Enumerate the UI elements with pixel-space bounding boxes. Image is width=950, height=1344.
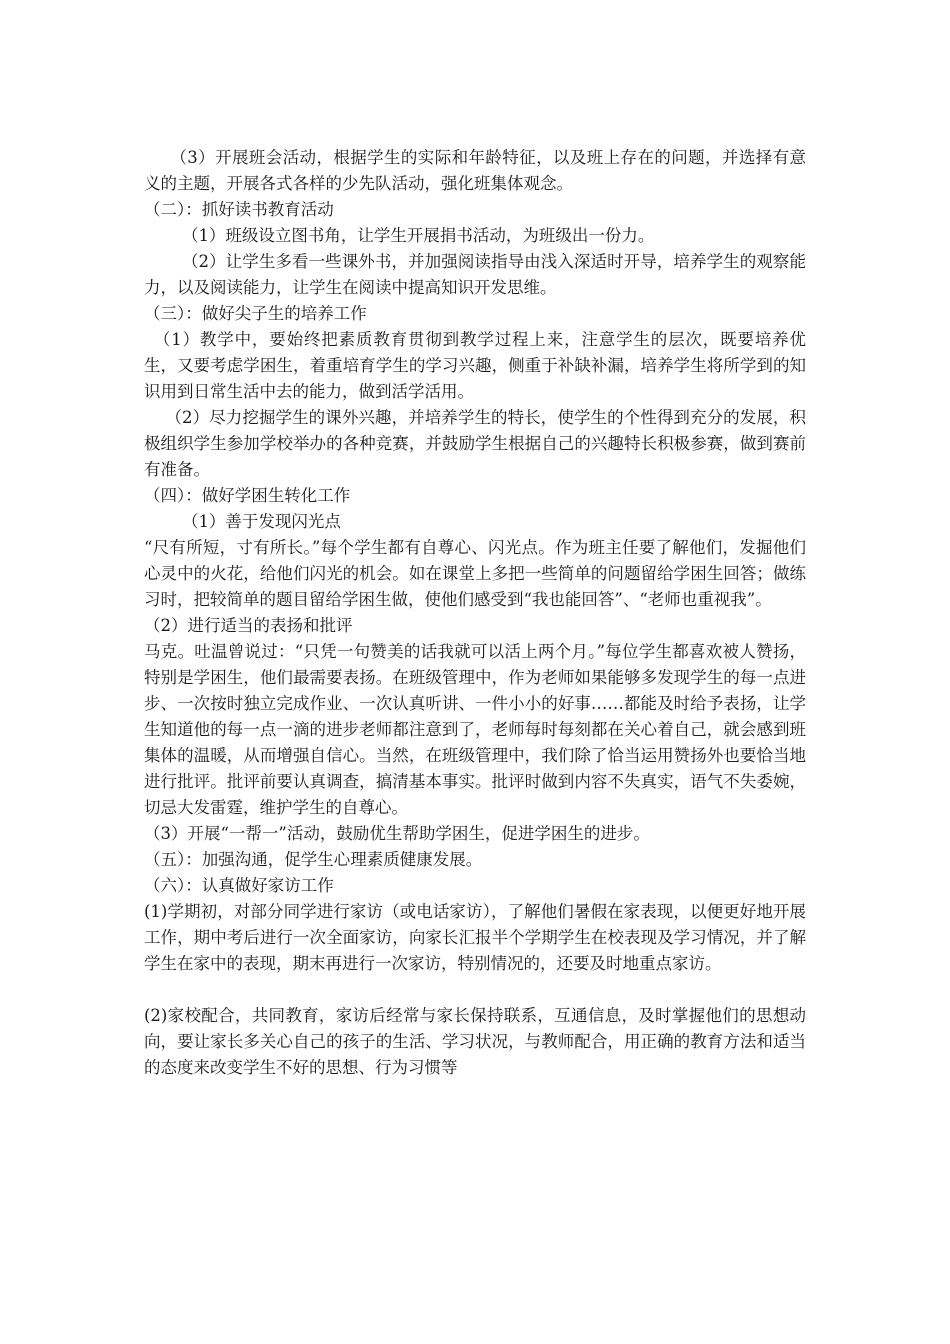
paragraph-extracurricular-reading: （2）让学生多看一些课外书，并加强阅读指导由浅入深适时开导，培养学生的观察能力，以及阅读能力，让学生在阅读中提高知识开发思维。 (144, 252, 806, 297)
paragraph-home-visits-1: (1)学期初，对部分同学进行家访（或电话家访），了解他们暑假在家表现，以便更好地开展工作，期中考后进行一次全面家访，向家长汇报半个学期学生在校表现及学习情况，并了解学生在家中的表现，期末再进行一次家访，特别情况的，还要及时地重点家访。 (144, 902, 806, 973)
subheading-praise-criticism: （2）进行适当的表扬和批评 (144, 616, 353, 635)
section-heading-home-visits: （六）：认真做好家访工作 (144, 876, 334, 895)
section-heading-struggling-students: （四）：做好学困生转化工作 (144, 486, 351, 505)
paragraph-book-corner: （1）班级设立图书角，让学生开展捐书活动，为班级出一份力。 (181, 226, 655, 245)
paragraph-interests: （2）尽力挖掘学生的课外兴趣，并培养学生的特长，使学生的个性得到充分的发展，积极组织学生参加学校举办的各种竞赛，并鼓励学生根据自己的兴趣特长积极参赛，做到赛前有准备。 (144, 408, 806, 479)
paragraph-peer-help: （3）开展“一帮一”活动，鼓励优生帮助学困生，促进学困生的进步。 (144, 824, 650, 843)
paragraph-bright-spots: “尺有所短，寸有所长。”每个学生都有自尊心、闪光点。作为班主任要了解他们，发掘他们心灵中的火花，给他们闪光的机会。如在课堂上多把一些简单的问题留给学困生回答；做练习时，把较简单的题目留给学困生做，使他们感受到“我也能回答”、“老师也重视我”。 (144, 538, 806, 609)
paragraph-praise-criticism: 马克。吐温曾说过：“只凭一句赞美的话我就可以活上两个月。”每位学生都喜欢被人赞扬，特别是学困生，他们最需要表扬。在班级管理中，作为老师如果能够多发现学生的每一点进步、一次按时独立完成作业、一次认真听讲、一件小小的好事……都能及时给予表扬，让学生知道他的每一点一滴的进步老师都注意到了，老师每时每刻都在关心着自己，就会感到班集体的温暖，从而增强自信心。当然，在班级管理中，我们除了恰当运用赞扬外也要恰当地进行批评。批评前要认真调查，搞清基本事实。批评时做到内容不失真实，语气不失委婉，切忌大发雷霆，维护学生的自尊心。 (144, 642, 806, 817)
blank-line (144, 977, 806, 1003)
document-page (144, 145, 806, 1081)
section-heading-top-students: （三）：做好尖子生的培养工作 (144, 304, 367, 323)
section-heading-reading: （二）：抓好读书教育活动 (144, 200, 334, 219)
section-heading-communication: （五）：加强沟通，促学生心理素质健康发展。 (144, 850, 483, 869)
paragraph-teaching: （1）教学中，要始终把素质教育贯彻到教学过程上来，注意学生的层次，既要培养优生，又要考虑学困生，着重培育学生的学习兴趣，侧重于补缺补漏，培养学生将所学到的知识用到日常生活中去的能力，做到活学活用。 (144, 330, 806, 401)
paragraph-home-visits-2: (2)家校配合，共同教育，家访后经常与家长保持联系，互通信息，及时掌握他们的思想动向，要让家长多关心自己的孩子的生活、学习状况，与教师配合，用正确的教育方法和适当的态度来改变学生不好的思想、行为习惯等 (144, 1006, 806, 1077)
paragraph-class-meeting: （3）开展班会活动，根据学生的实际和年龄特征，以及班上存在的问题，并选择有意义的主题，开展各式各样的少先队活动，强化班集体观念。 (144, 148, 806, 193)
subheading-bright-spots: （1）善于发现闪光点 (181, 512, 341, 531)
